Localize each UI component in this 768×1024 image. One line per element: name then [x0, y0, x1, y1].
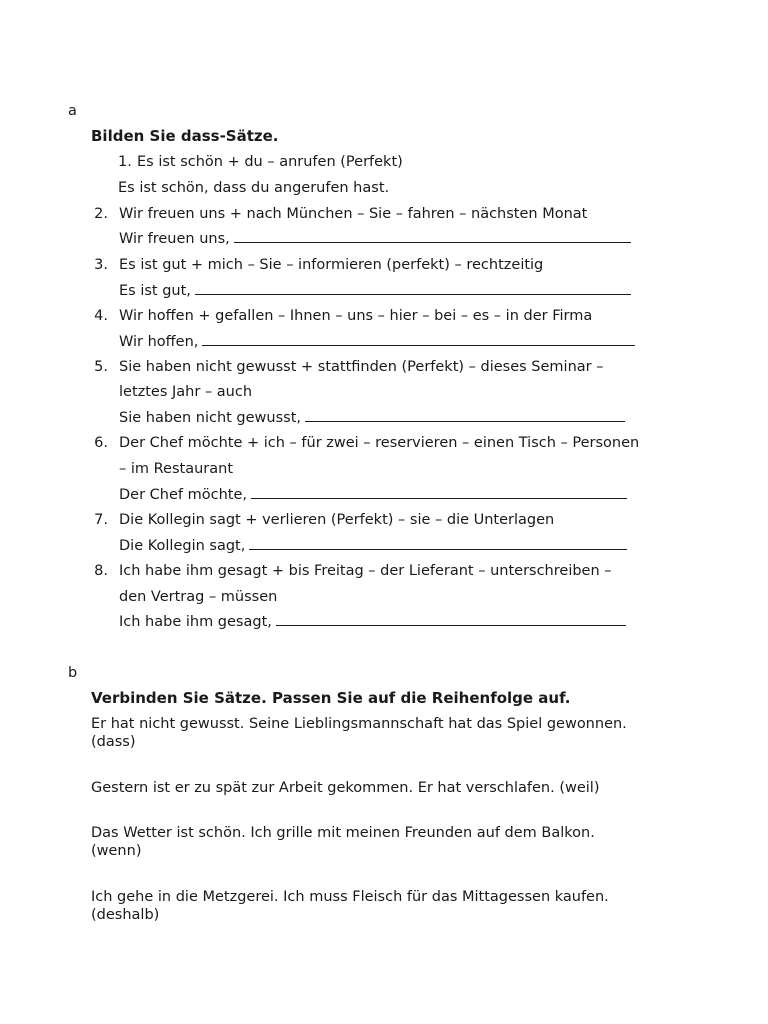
exercise-b-hint: (weil) [559, 780, 600, 796]
answer-blank[interactable] [251, 497, 627, 499]
exercise-b-item [91, 890, 609, 922]
exercise-b-item [91, 717, 627, 749]
answer-start: Ich habe ihm gesagt, [119, 614, 272, 630]
item-task: Es ist gut + mich – Sie – informieren (perfekt) – rechtzeitig [119, 257, 544, 273]
item-answer-line [119, 335, 635, 350]
item-answer-line [119, 539, 627, 554]
item-task-continued: letztes Jahr – auch [119, 384, 253, 400]
answer-blank[interactable] [195, 293, 631, 295]
exercise-b-text: Das Wetter ist schön. Ich grille mit meinen Freunden auf dem Balkon. [91, 825, 595, 841]
answer-start: Die Kollegin sagt, [119, 538, 246, 554]
item-task: Sie haben nicht gewusst + stattfinden (Perfekt) – dieses Seminar – [119, 359, 604, 375]
item-number: 8. [94, 563, 108, 579]
item-number: 7. [94, 512, 108, 528]
answer-blank[interactable] [202, 344, 635, 346]
exercise-b-text: Gestern ist er zu spät zur Arbeit gekommen. Er hat verschlafen. [91, 780, 555, 796]
item-number: 6. [94, 435, 108, 451]
answer-start: Der Chef möchte, [119, 487, 247, 503]
answer-start: Es ist gut, [119, 283, 191, 299]
exercise-b-hint: (wenn) [91, 842, 142, 859]
answer-blank[interactable] [305, 420, 625, 422]
item-task: Ich habe ihm gesagt + bis Freitag – der Lieferant – unterschreiben – [119, 563, 612, 579]
item-answer-line [119, 411, 625, 426]
item-task: Der Chef möchte + ich – für zwei – reservieren – einen Tisch – Personen [119, 435, 640, 451]
exercise-b-item [91, 826, 595, 858]
item-task: Die Kollegin sagt + verlieren (Perfekt) – sie – die Unterlagen [119, 512, 555, 528]
example-answer: Es ist schön, dass du angerufen hast. [118, 180, 390, 196]
answer-start: Wir hoffen, [119, 334, 199, 350]
exercise-b-item [91, 781, 599, 796]
section-a-heading: Bilden Sie dass-Sätze. [91, 127, 279, 145]
section-b-heading: Verbinden Sie Sätze. Passen Sie auf die Reihenfolge auf. [91, 689, 571, 707]
item-task: Wir hoffen + gefallen – Ihnen – uns – hier – bei – es – in der Firma [119, 308, 593, 324]
example-task: Es ist schön + du – anrufen (Perfekt) [137, 154, 403, 170]
item-answer-line [119, 488, 627, 503]
item-number: 5. [94, 359, 108, 375]
item-task-continued: – im Restaurant [119, 461, 234, 477]
exercise-b-text: Er hat nicht gewusst. Seine Lieblingsmannschaft hat das Spiel gewonnen. [91, 716, 627, 732]
item-number: 2. [94, 206, 108, 222]
answer-blank[interactable] [234, 241, 631, 243]
answer-start: Wir freuen uns, [119, 231, 230, 247]
item-answer-line [119, 284, 631, 299]
item-answer-line [119, 615, 626, 630]
item-task: Wir freuen uns + nach München – Sie – fahren – nächsten Monat [119, 206, 588, 222]
answer-start: Sie haben nicht gewusst, [119, 410, 302, 426]
example-number: 1. [118, 154, 132, 170]
answer-blank[interactable] [249, 548, 627, 550]
answer-blank[interactable] [276, 624, 626, 626]
item-task-continued: den Vertrag – müssen [119, 589, 278, 605]
section-a-letter: a [68, 103, 77, 119]
exercise-b-text: Ich gehe in die Metzgerei. Ich muss Fleisch für das Mittagessen kaufen. [91, 889, 609, 905]
exercise-b-hint: (dass) [91, 733, 136, 750]
item-number: 4. [94, 308, 108, 324]
item-answer-line [119, 232, 631, 247]
section-b-letter: b [68, 665, 78, 681]
item-number: 3. [94, 257, 108, 273]
exercise-b-hint: (deshalb) [91, 906, 160, 923]
